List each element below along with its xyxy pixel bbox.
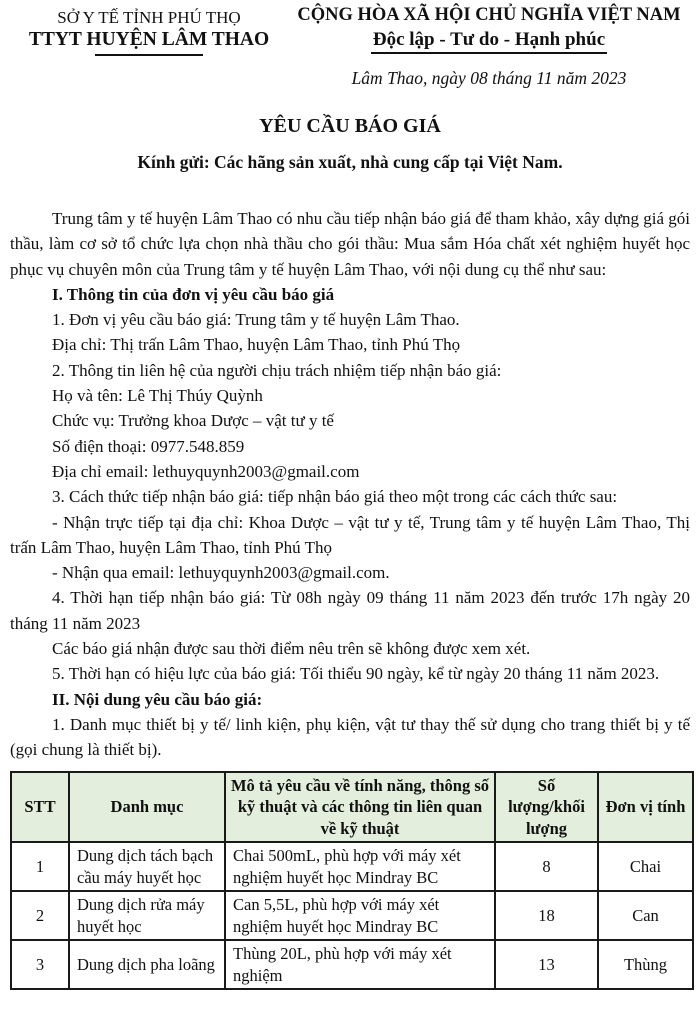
cell-stt: 3 [11,940,69,989]
org-parent-name: SỞ Y TẾ TỈNH PHÚ THỌ [57,8,241,27]
paragraph: 5. Thời hạn có hiệu lực của báo giá: Tối thiểu 90 ngày, kể từ ngày 20 tháng 11 năm 2023. [52,664,660,684]
cell-mo-ta: Chai 500mL, phù hợp với máy xét nghiệm huyết học Mindray BC [225,842,495,891]
cell-stt: 1 [11,842,69,891]
paragraph: - Nhận trực tiếp tại địa chỉ: Khoa Dược – vật tư y tế, Trung tâm y tế huyện Lâm Thao, Thị trấn Lâm Thao, huyện Lâm Thao, tỉnh Phú Thọ [10,512,690,557]
cell-danh-muc: Dung dịch rửa máy huyết học [69,891,225,940]
paragraph: Các báo giá nhận được sau thời điểm nêu trên sẽ không được xem xét. [52,639,531,659]
cell-don-vi: Thùng [598,940,693,989]
table-row [11,842,693,891]
column-header-mo-ta: Mô tả yêu cầu về tính năng, thông số kỹ thuật và các thông tin liên quan về kỹ thuật [225,772,495,843]
paragraph: 4. Thời hạn tiếp nhận báo giá: Từ 08h ngày 09 tháng 11 năm 2023 đến trước 17h ngày 20 tháng 11 năm 2023 [10,588,690,633]
column-header-stt: STT [11,772,69,843]
section-heading-1: I. Thông tin của đơn vị yêu cầu báo giá [52,284,335,304]
paragraph-intro: Trung tâm y tế huyện Lâm Thao có nhu cầu tiếp nhận báo giá để tham khảo, xây dựng giá gói thầu, làm cơ sở tổ chức lựa chọn nhà thầu cho gói thầu: Mua sắm Hóa chất xét nghiệm huyết học phục vụ chuyên môn của Trung tâm y tế huyện Lâm Thao, với nội dung cụ thể như sau: [10,209,690,279]
document-header [10,4,690,89]
cell-don-vi: Can [598,891,693,940]
cell-mo-ta: Can 5,5L, phù hợp với máy xét nghiệm huyết học Mindray BC [225,891,495,940]
column-header-so-luong: Số lượng/khối lượng [495,772,598,843]
paragraph: 1. Danh mục thiết bị y tế/ linh kiện, phụ kiện, vật tư thay thế sử dụng cho trang thiết bị y tế (gọi chung là thiết bị). [10,714,690,760]
national-motto: Độc lập - Tư do - Hạnh phúc [371,28,607,54]
paragraph: Địa chỉ: Thị trấn Lâm Thao, huyện Lâm Thao, tỉnh Phú Thọ [52,335,461,355]
date-line: Lâm Thao, ngày 08 tháng 11 năm 2023 [351,68,627,88]
issuing-org-block [10,4,288,56]
table-header-row [11,772,693,843]
cell-so-luong: 18 [495,891,598,940]
paragraph: Chức vụ: Trưởng khoa Dược – vật tư y tế [52,411,334,431]
cell-so-luong: 8 [495,842,598,891]
paragraph-email: - Nhận qua email: lethuyquynh2003@gmail.com. [52,563,390,583]
cell-mo-ta: Thùng 20L, phù hợp với máy xét nghiệm [225,940,495,989]
paragraph: 1. Đơn vị yêu cầu báo giá: Trung tâm y tế huyện Lâm Thao. [52,310,460,330]
paragraph: 3. Cách thức tiếp nhận báo giá: tiếp nhận báo giá theo một trong các cách thức sau: [52,487,618,507]
document-body [10,206,690,763]
table-row [11,940,693,989]
column-header-don-vi: Đơn vị tính [598,772,693,843]
cell-so-luong: 13 [495,940,598,989]
quotation-items-table [10,771,694,991]
org-underline [95,54,203,56]
org-name: TTYT HUYỆN LÂM THAO [28,29,270,50]
paragraph-email: Địa chỉ email: lethuyquynh2003@gmail.com [52,461,360,481]
cell-danh-muc: Dung dịch tách bạch cầu máy huyết học [69,842,225,891]
section-heading-2: II. Nội dung yêu cầu báo giá: [52,689,263,709]
cell-danh-muc: Dung dịch pha loãng [69,940,225,989]
table-row [11,891,693,940]
national-motto-block [288,4,690,89]
national-title: CỘNG HÒA XÃ HỘI CHỦ NGHĨA VIỆT NAM [297,5,681,25]
column-header-danh-muc: Danh mục [69,772,225,843]
page-title: YÊU CẦU BÁO GIÁ [259,115,441,137]
cell-don-vi: Chai [598,842,693,891]
paragraph: Họ và tên: Lê Thị Thúy Quỳnh [52,386,263,406]
paragraph: Số điện thoại: 0977.548.859 [52,436,245,456]
cell-stt: 2 [11,891,69,940]
paragraph: 2. Thông tin liên hệ của người chịu trách nhiệm tiếp nhận báo giá: [52,360,502,380]
salutation: Kính gửi: Các hãng sản xuất, nhà cung cấp tại Việt Nam. [137,152,563,172]
